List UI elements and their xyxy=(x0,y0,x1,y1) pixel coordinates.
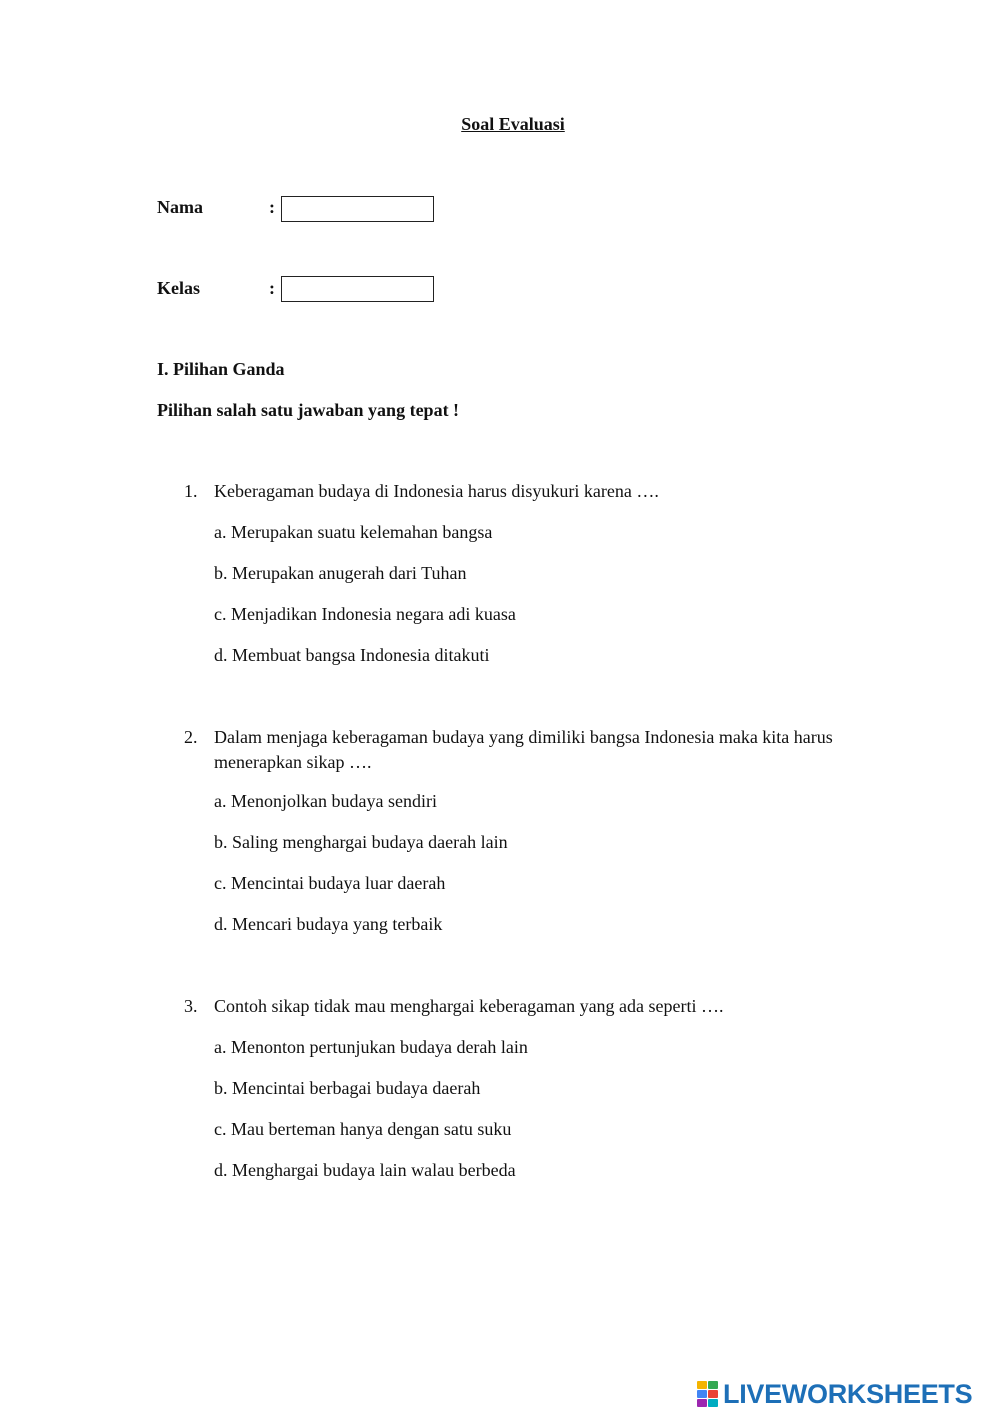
option-d[interactable]: d. Membuat bangsa Indonesia ditakuti xyxy=(214,645,490,665)
kelas-input[interactable] xyxy=(281,276,434,302)
option-b[interactable]: b. Saling menghargai budaya daerah lain xyxy=(214,832,508,852)
option-d[interactable]: d. Mencari budaya yang terbaik xyxy=(214,914,443,934)
logo-text: LIVEWORKSHEETS xyxy=(723,1378,973,1409)
option-a[interactable]: a. Menonjolkan budaya sendiri xyxy=(214,791,437,811)
nama-colon: : xyxy=(269,197,275,217)
nama-input[interactable] xyxy=(281,196,434,222)
kelas-label: Kelas xyxy=(157,278,200,298)
liveworksheets-logo xyxy=(697,1379,972,1409)
question-number: 1. xyxy=(184,481,198,501)
option-c[interactable]: c. Mau berteman hanya dengan satu suku xyxy=(214,1119,512,1139)
option-a[interactable]: a. Menonton pertunjukan budaya derah lain xyxy=(214,1037,528,1057)
page-title: Soal Evaluasi xyxy=(461,114,565,134)
section-instruction: Pilihan salah satu jawaban yang tepat ! xyxy=(157,400,460,420)
kelas-colon: : xyxy=(269,278,275,298)
question-text: Contoh sikap tidak mau menghargai keberagaman yang ada seperti …. xyxy=(214,996,724,1016)
nama-label: Nama xyxy=(157,197,203,217)
option-a[interactable]: a. Merupakan suatu kelemahan bangsa xyxy=(214,522,493,542)
question-number: 3. xyxy=(184,996,198,1016)
option-b[interactable]: b. Merupakan anugerah dari Tuhan xyxy=(214,563,467,583)
question-text: Keberagaman budaya di Indonesia harus disyukuri karena …. xyxy=(214,481,659,501)
option-b[interactable]: b. Mencintai berbagai budaya daerah xyxy=(214,1078,481,1098)
option-c[interactable]: c. Mencintai budaya luar daerah xyxy=(214,873,446,893)
question-text: Dalam menjaga keberagaman budaya yang dimiliki bangsa Indonesia maka kita harus menerapkan sikap …. xyxy=(214,727,833,772)
option-c[interactable]: c. Menjadikan Indonesia negara adi kuasa xyxy=(214,604,516,624)
question-number: 2. xyxy=(184,727,198,747)
option-d[interactable]: d. Menghargai budaya lain walau berbeda xyxy=(214,1160,516,1180)
section-heading: I. Pilihan Ganda xyxy=(157,359,285,379)
logo-cubes-icon xyxy=(697,1381,719,1407)
